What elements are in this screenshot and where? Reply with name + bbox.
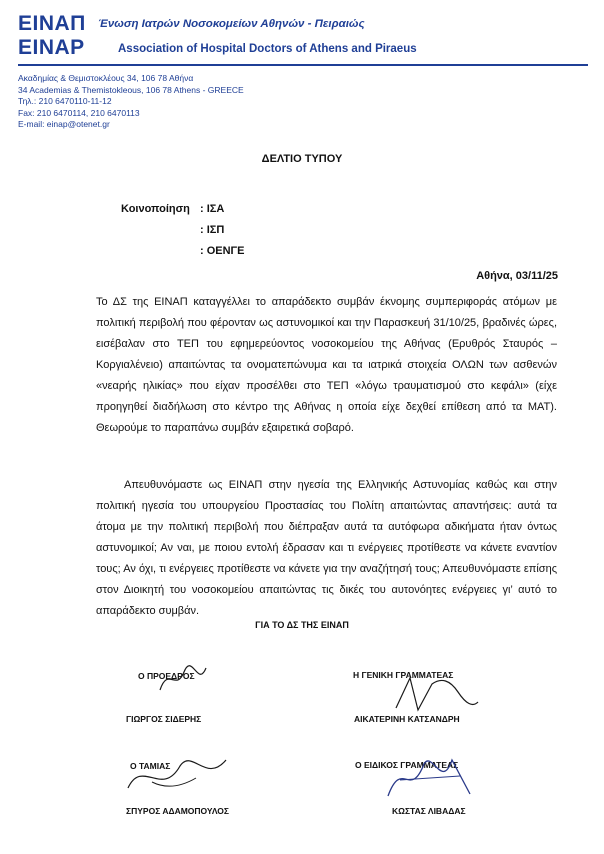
address-line: 34 Academias & Themistokleous, 106 78 Athens - GREECE (18, 84, 244, 95)
president-role: Ο ΠΡΟΕΔΡΟΣ (138, 671, 195, 681)
special-secretary-signature (380, 750, 480, 811)
email-line: E-mail: einap@otenet.gr (18, 119, 110, 129)
special-secretary-role: Ο ΕΙΔΙΚΟΣ ΓΡΑΜΜΑΤΕΑΣ (355, 760, 459, 770)
president-signature (150, 662, 210, 701)
logo-acronym-english: EINAP (18, 36, 85, 59)
special-secretary-name: ΚΩΣΤΑΣ ΛΙΒΑΔΑΣ (392, 806, 466, 816)
body-paragraph: Το ΔΣ της ΕΙΝΑΠ καταγγέλλει το απαράδεκτο συμβάν έκνομης συμπεριφοράς ατόμων με πολιτική περιβολή που φέρονταν ως αστυνομικοί και την Παρασκευή 31/10/25, βραδινές ώρες, εισέβαλαν στο ΤΕΠ του εφημερεύοντος νοσοκομείου της Αθήνας (Ερυθρός Σταυρός – Κοργιαλένειο) απαιτώντας τα ονοματεπώνυμα και τα ιατρικά στοιχεία ΟΛΩΝ των ασθενών «νεαρής ηλικίας» που είχαν προσέλθει στο ΤΕΠ «λόγω τραυματισμού στο κεφάλι» (είχε προηγηθεί διαδήλωση στο κέντρο της Αθήνας η οποία είχε δεχθεί επίθεση από τα ΜΑΤ). Θεωρούμε το παραπάνω συμβάν εξαιρετικά σοβαρό. (96, 296, 557, 434)
document-title: ΔΕΛΤΙΟ ΤΥΠΟΥ (261, 153, 343, 165)
signatures-heading: ΓΙΑ ΤΟ ΔΣ ΤΗΣ ΕΙΝΑΠ (255, 620, 349, 630)
recipient-item: : ΟΕΝΓΕ (200, 245, 245, 257)
fax-line: Fax: 210 6470114, 210 6470113 (18, 107, 140, 118)
association-name-english: Association of Hospital Doctors of Athens and Piraeus (118, 43, 417, 55)
document-date: Αθήνα, 03/11/25 (476, 270, 558, 282)
recipient-item: : ΙΣΑ (200, 203, 225, 215)
notify-label: Κοινοποίηση (121, 203, 190, 215)
address-block (18, 73, 244, 131)
header-divider (18, 64, 588, 66)
address-line: Ακαδημίας & Θεμιστοκλέους 34, 106 78 Αθήνα (18, 73, 194, 83)
president-name: ΓΙΩΡΓΟΣ ΣΙΔΕΡΗΣ (126, 714, 202, 724)
treasurer-signature (122, 748, 232, 805)
recipient-item: : ΙΣΠ (200, 224, 225, 236)
association-name-greek: Ένωση Ιατρών Νοσοκομείων Αθηνών - Πειραιώς (98, 18, 365, 30)
general-secretary-role: Η ΓΕΝΙΚΗ ΓΡΑΜΜΑΤΕΑΣ (353, 670, 454, 680)
phone-line: Τηλ.: 210 6470110-11-12 (18, 96, 112, 106)
body-paragraph: Απευθυνόμαστε ως ΕΙΝΑΠ στην ηγεσία της Ελληνικής Αστυνομίας καθώς και στην πολιτική ηγεσία του υπουργείου Προστασίας του Πολίτη απαιτώντας απαντήσεις: αυτά τα άτομα με την πολιτική περιβολή που διέπραξαν αυτά τα αυτόφωρα αδικήματα ήταν όντως αστυνομικοί; Αν ναι, με ποιου εντολή έδρασαν και τι ενέργειες προτίθεστε να κάνετε εναντίον τους; Αν όχι, τι ενέργειες προτίθεστε να κάνετε για την αναζήτησή τους; Απευθυνόμαστε επίσης στον Διοικητή του νοσοκομείου απαιτώντας τις δικές του αυτονόητες ενέργειες γι’ αυτό το απαράδεκτο συμβάν. (96, 479, 557, 617)
logo-acronym-greek: ΕΙΝΑΠ (18, 12, 86, 35)
treasurer-role: Ο ΤΑΜΙΑΣ (130, 761, 171, 771)
general-secretary-name: ΑΙΚΑΤΕΡΙΝΗ ΚΑΤΣΑΝΔΡΗ (354, 714, 460, 724)
treasurer-name: ΣΠΥΡΟΣ ΑΔΑΜΟΠΟΥΛΟΣ (126, 806, 229, 816)
